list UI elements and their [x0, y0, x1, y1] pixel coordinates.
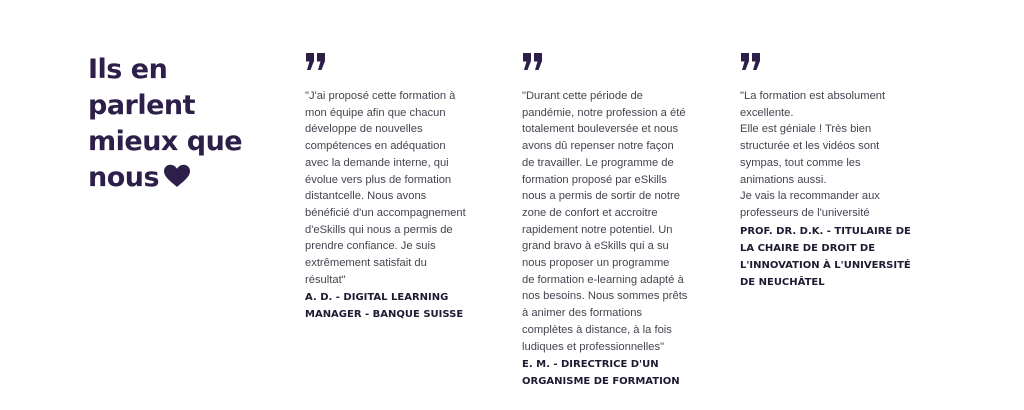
quote-icon [522, 52, 544, 72]
testimonial-card [522, 52, 694, 390]
testimonial-author: A. D. - DIGITAL LEARNING MANAGER - BANQUE SUISSE [305, 292, 464, 321]
section-heading [88, 52, 268, 198]
testimonial-author: PROF. DR. D.K. - TITULAIRE DE LA CHAIRE DE DROIT DE L'INNOVATION À L'UNIVERSITÉ DE NEUCHÂTEL [740, 225, 911, 288]
testimonial-card [305, 52, 477, 323]
testimonial-author: E. M. - DIRECTRICE D'UN ORGANISME DE FORMATION [522, 359, 680, 388]
section-heading-text: Ils en parlent mieux que nous [88, 54, 243, 193]
testimonial-quote: "La formation est absolument excellente. Elle est géniale ! Très bien structurée et les vidéos sont sympas, tout comme les animations aussi. Je vais la recommander aux professeurs de l'université [740, 90, 886, 219]
quote-icon [740, 52, 762, 72]
testimonial-quote: "Durant cette période de pandémie, notre profession a été totalement bouleversée et nous avons dû repenser notre façon de travailler. Le programme de formation proposé par eSkills nous a permis de sortir de notre zone de confort et accroitre rapidement notre potentiel. Un grand bravo à eSkills qui a su nous proposer un programme de formation e-learning adapté à nos besoins. Nous sommes prêts à animer des formations complètes à distance, à la fois ludiques et professionnelles" [522, 90, 688, 353]
quote-icon [305, 52, 327, 72]
testimonial-quote: "J'ai proposé cette formation à mon équipe afin que chacun développe de nouvelles compétences en adéquation avec la demande interne, qui évolue vers plus de formation distantcelle. Nous avons bénéficié d'un accompagnement d'eSkills qui nous a permis de prendre confiance. Je suis extrêmement satisfait du résultat" [305, 90, 466, 286]
testimonial-card [740, 52, 912, 291]
heart-icon [163, 162, 191, 198]
